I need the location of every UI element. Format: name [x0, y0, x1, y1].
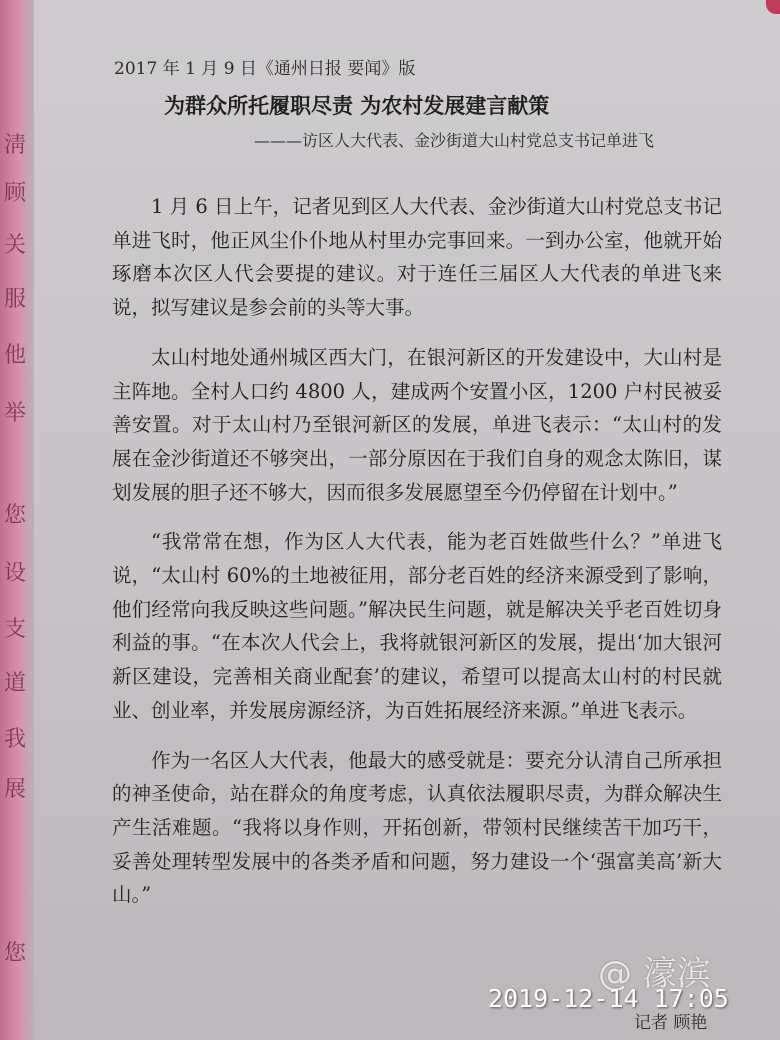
edge-char: 服 [4, 287, 27, 312]
edge-char: 展 [4, 777, 27, 802]
corner-mark [766, 0, 780, 14]
photo-timestamp: 2019-12-14 17:05 [488, 984, 729, 1013]
edge-char: 支 [4, 617, 27, 642]
article-dateline: 2017 年 1 月 9 日《通州日报 要闻》版 [114, 59, 416, 79]
paragraph: 作为一名区人大代表，他最大的感受就是：要充分认清自己所承担的神圣使命，站在群众的角度考虑，认真依法履职尽责，为群众解决生产生活难题。“我将以身作则，开拓创新，带领村民继续苦干加巧干，妥善处理转型发展中的各类矛盾和问题，努力建设一个‘强富美高’新大山。” [112, 748, 722, 907]
article-body [112, 190, 722, 928]
edge-char: 关 [4, 233, 27, 258]
edge-char: 举 [4, 401, 27, 426]
edge-char: 顾 [4, 181, 27, 206]
edge-char: 您 [4, 503, 27, 528]
watermark: @ 濠滨 [598, 954, 711, 994]
edge-char: 设 [4, 561, 27, 586]
article-subtitle: ———访区人大代表、金沙街道大山村党总支书记单进飞 [254, 131, 655, 150]
edge-char: 我 [4, 727, 27, 752]
edge-char: 道 [4, 671, 27, 696]
edge-char: 他 [4, 343, 27, 368]
paragraph: “我常常在想，作为区人大代表，能为老百姓做些什么？”单进飞说，“太山村 60%的土地被征用，部分老百姓的经济来源受到了影响，他们经常向我反映这些问题。”解决民生问题，就是解决关乎老百姓切身利益的事。“在本次人代会上，我将就银河新区的发展，提出‘加大银河新区建设，完善相关商业配套’的建议，希望可以提高太山村的村民就业、创业率，并发展房源经济，为百姓拓展经济来源。”单进飞表示。 [112, 530, 722, 722]
edge-char: 您 [4, 941, 27, 966]
reporter-byline: 记者 顾艳 [634, 1013, 708, 1033]
edge-char: 淸 [4, 133, 27, 158]
adjacent-page-edge [0, 0, 34, 1040]
paragraph: 1 月 6 日上午，记者见到区人大代表、金沙街道大山村党总支书记单进飞时，他正风尘仆仆地从村里办完事回来。一到办公室，他就开始琢磨本次区人代会要提的建议。对于连任三届区人大代表的单进飞来说，拟写建议是参会前的头等大事。 [112, 195, 722, 320]
document-page [34, 0, 780, 1040]
paragraph: 太山村地处通州城区西大门，在银河新区的开发建设中，大山村是主阵地。全村人口约 4800 人，建成两个安置小区，1200 户村民被妥善安置。对于太山村乃至银河新区的发展，单进飞表示：“太山村的发展在金沙街道还不够突出，一部分原因在于我们自身的观念太陈旧，谋划发展的胆子还不够大，因而很多发展愿望至今仍停留在计划中。” [112, 345, 722, 504]
article-headline: 为群众所托履职尽责 为农村发展建言献策 [164, 93, 550, 118]
